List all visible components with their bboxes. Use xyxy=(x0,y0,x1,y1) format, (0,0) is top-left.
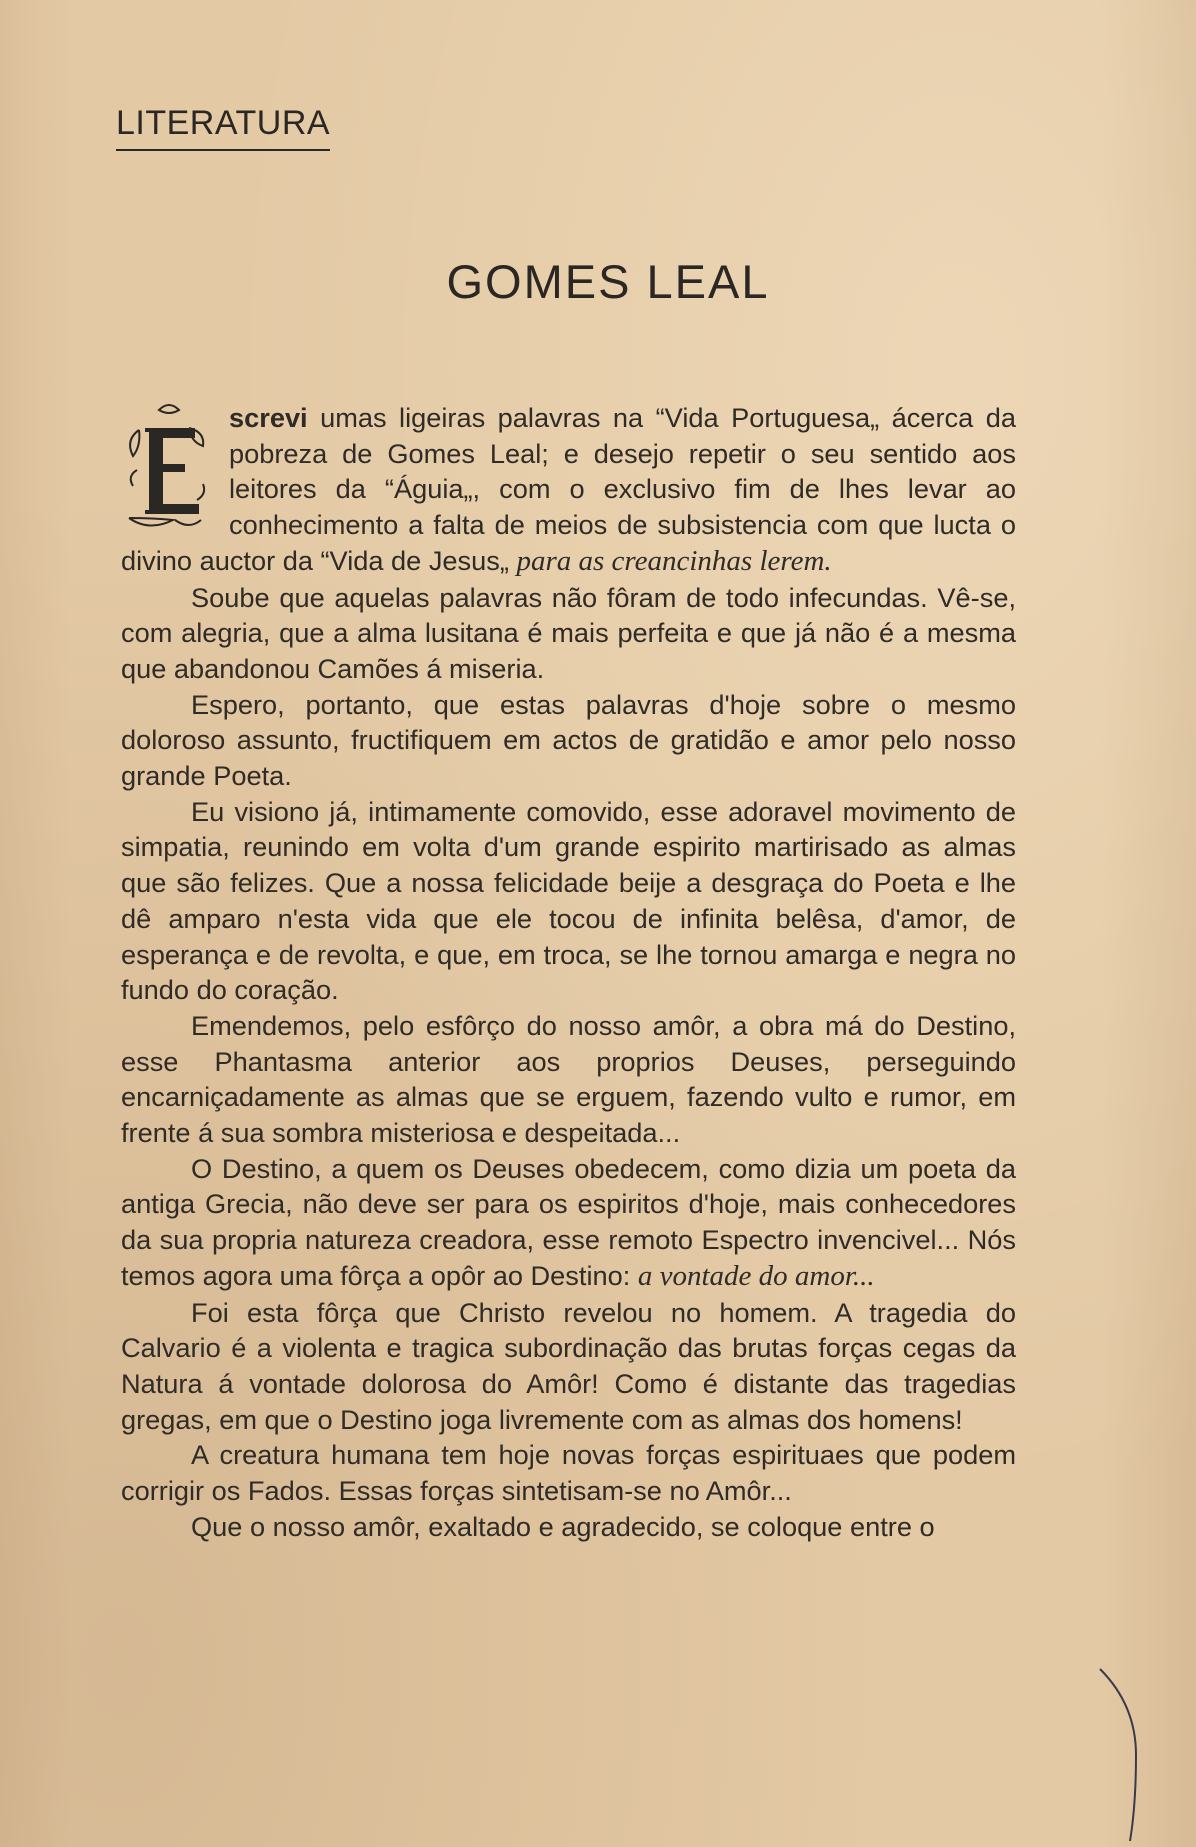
paragraph-6 xyxy=(121,1151,1016,1295)
paragraph-6-italic: a vontade do amor... xyxy=(637,1259,875,1292)
paragraph-6-text: O Destino, a quem os Deuses obedecem, como dizia um poeta da antiga Grecia, não deve ser para os espiritos d'hoje, mais conhecedores da sua propria natureza creadora, esse remoto Espectro invencivel... Nós temos agora uma fôrça a opôr ao Destino: xyxy=(121,1152,1016,1291)
ornamental-drop-cap xyxy=(119,400,219,540)
lead-word: screvi xyxy=(229,402,308,433)
ink-stroke-mark xyxy=(1096,1665,1156,1845)
drop-cap-ornament-icon xyxy=(119,400,219,540)
paragraph-7: Foi esta fôrça que Christo revelou no homem. A tragedia do Calvario é a violenta e tragica subordinação das brutas forças cegas da Natura á vontade dolorosa do Amôr! Como é distante das tragedias gregas, em que o Destino joga livremente com as almas dos homens! xyxy=(121,1296,1016,1435)
paragraph-1-italic: para as creancinhas lerem. xyxy=(516,544,832,577)
paragraph-2: Soube que aquelas palavras não fôram de todo infecundas. Vê-se, com alegria, que a alma lusitana é mais perfeita e que já não é a mesma que abandonou Camões á miseria. xyxy=(121,581,1016,684)
paragraph-1 xyxy=(121,400,1016,580)
paragraph-8: A creatura humana tem hoje novas forças espirituaes que podem corrigir os Fados. Essas forças sintetisam-se no Amôr... xyxy=(121,1439,1016,1507)
paragraph-5: Emendemos, pelo esfôrço do nosso amôr, a obra má do Destino, esse Phantasma anterior aos proprios Deuses, perseguindo encarniçadamente as almas que se erguem, fazendo vulto e rumor, em frente á sua sombra misteriosa e despeitada... xyxy=(121,1009,1016,1149)
paragraph-1-text: umas ligeiras palavras na “Vida Portuguesa„ ácerca da pobreza de Gomes Leal; e desejo repetir o seu sentido aos leitores da “Águia„, com o exclusivo fim de lhes levar ao conhecimento a falta de meios de subsistencia com que lucta o divino auctor da “Vida de Jesus„ xyxy=(121,402,1016,576)
article-body xyxy=(121,400,1016,1545)
paragraph-3: Espero, portanto, que estas palavras d'hoje sobre o mesmo doloroso assunto, fructifiquem em actos de gratidão e amor pelo nosso grande Poeta. xyxy=(121,688,1016,792)
section-label: LITERATURA xyxy=(116,104,330,151)
paragraph-4: Eu visiono já, intimamente comovido, esse adoravel movimento de simpatia, reunindo em volta d'um grande espirito martirisado as almas que são felizes. Que a nossa felicidade beije a desgraça do Poeta e lhe dê amparo n'esta vida que ele tocou de infinita belêsa, d'amor, de esperança e de revolta, e que, em troca, se lhe tornou amarga e negra no fundo do coração. xyxy=(121,795,1016,1006)
paragraph-9: Que o nosso amôr, exaltado e agradecido, se coloque entre o xyxy=(191,1510,935,1542)
article-title: GOMES LEAL xyxy=(446,255,770,308)
